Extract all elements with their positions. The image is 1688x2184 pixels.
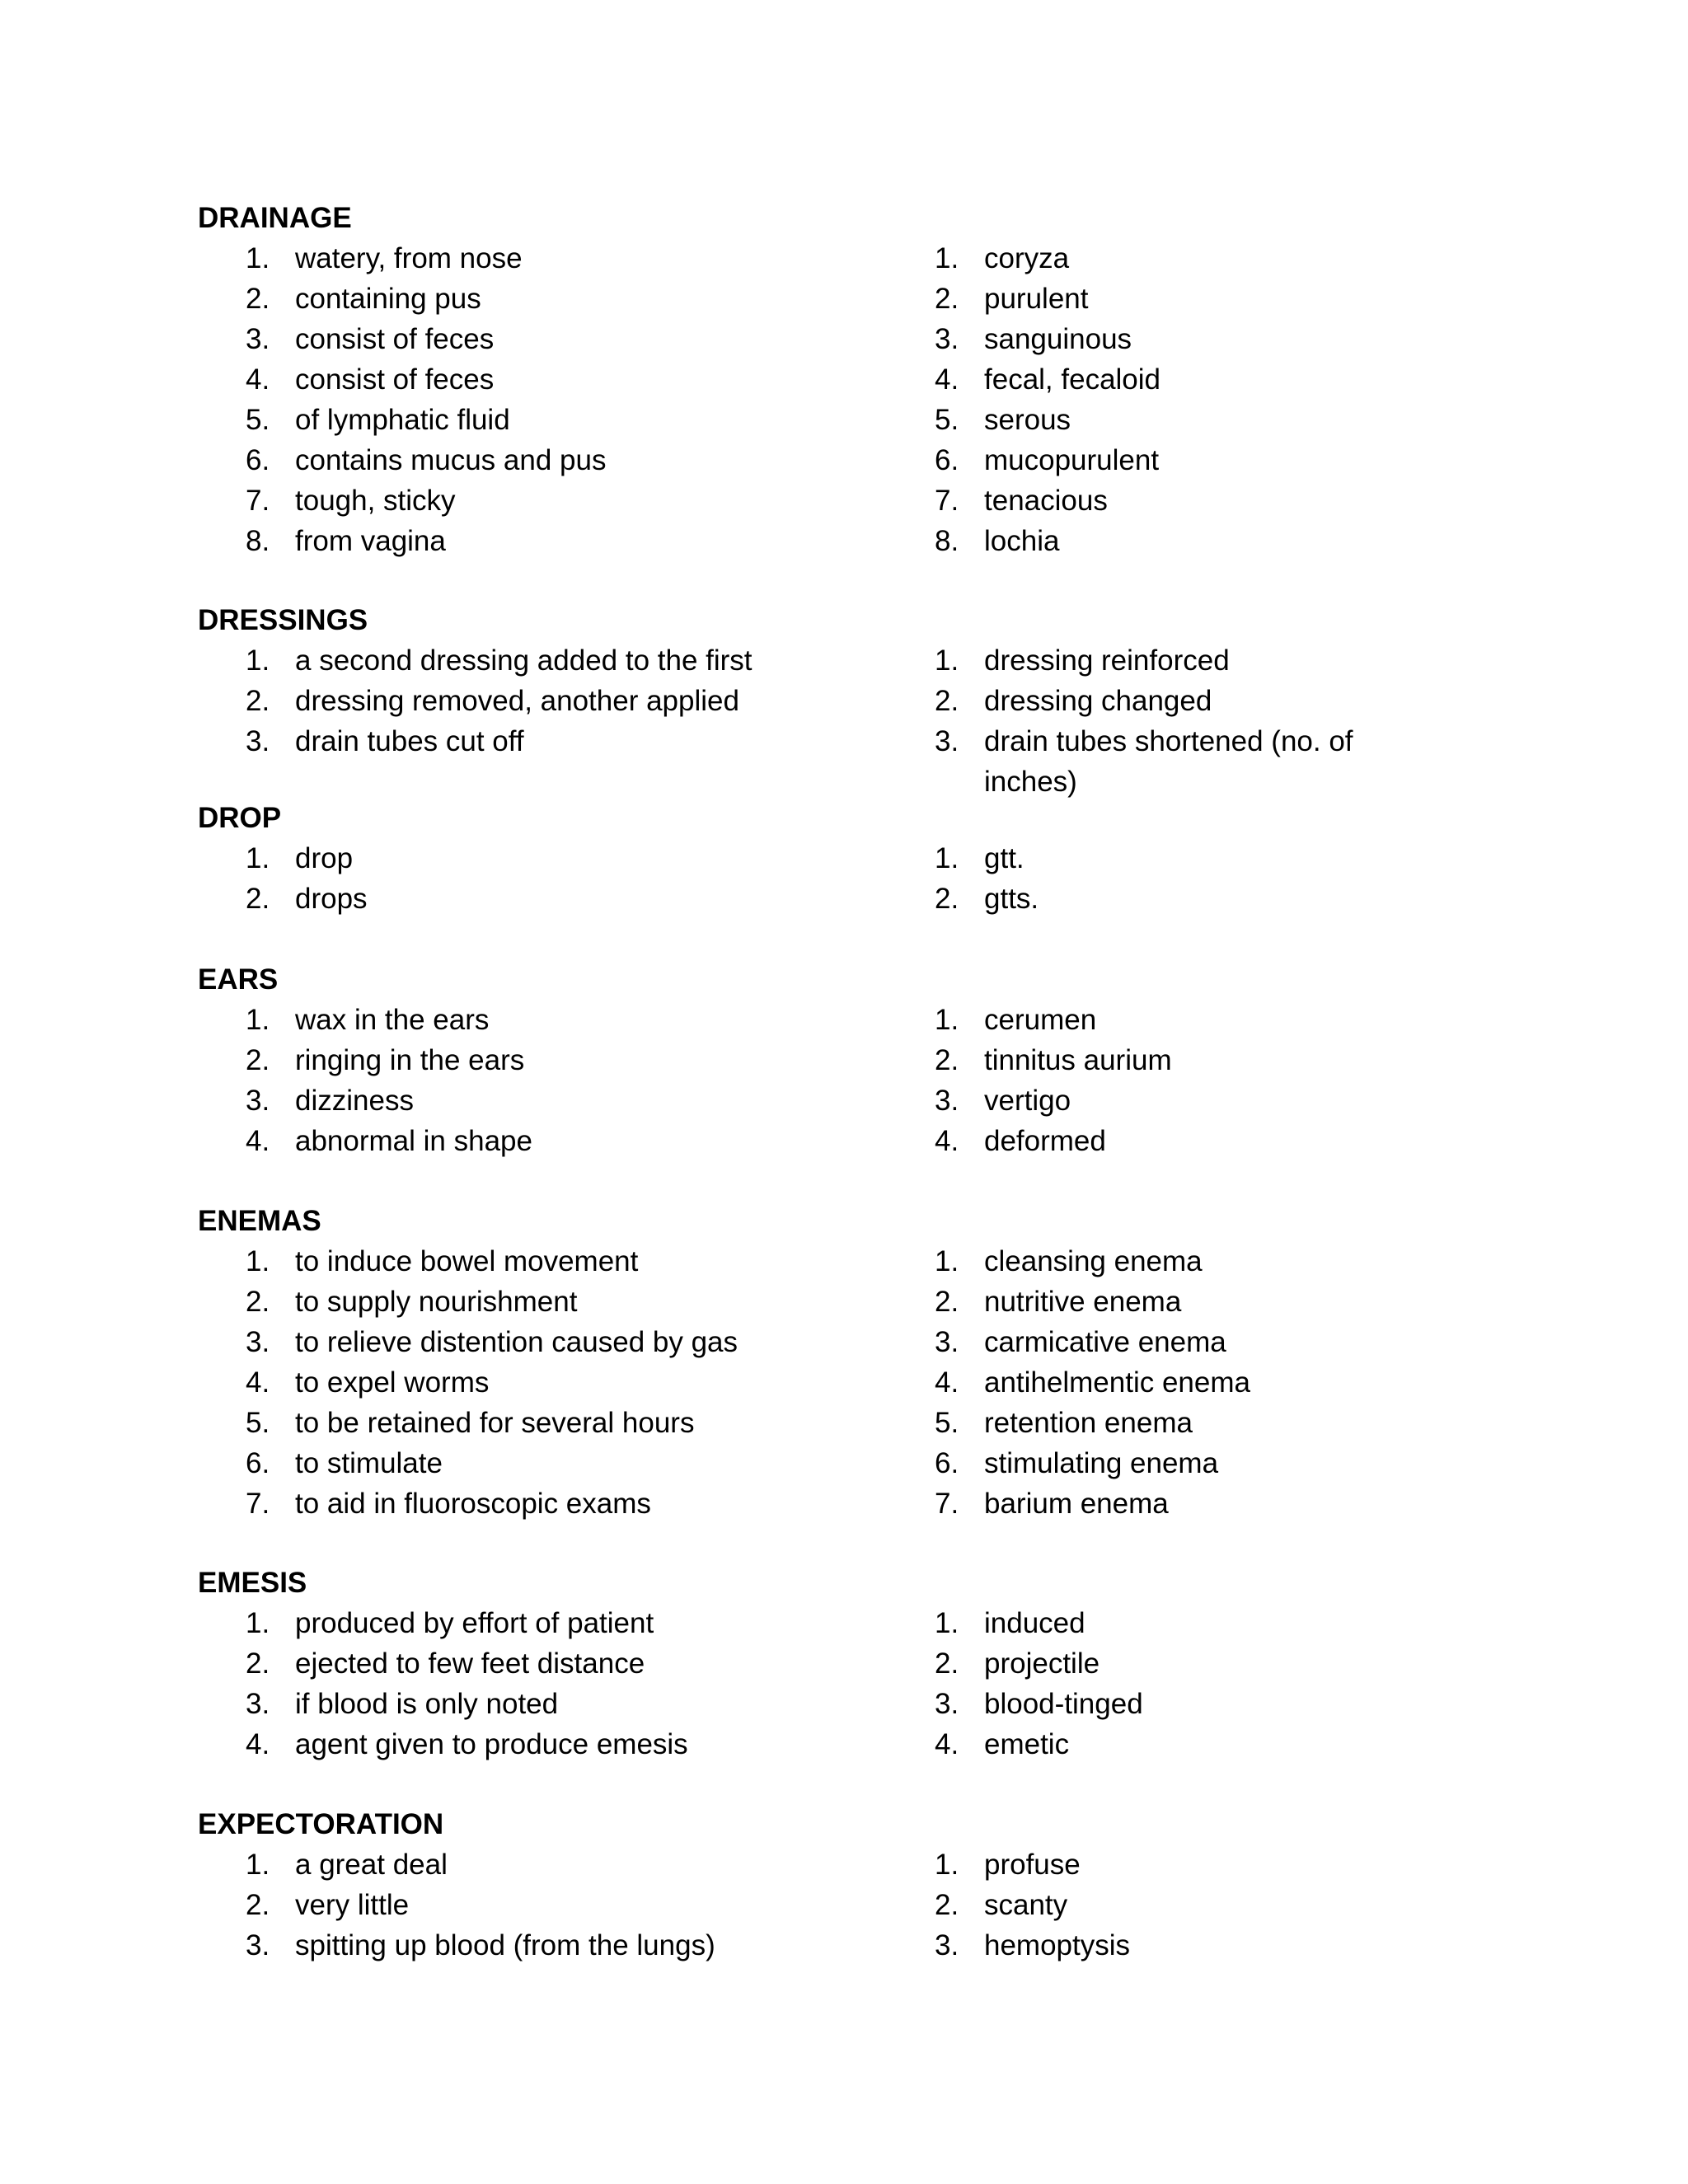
list-item [0,440,1688,480]
item-description: from vagina [295,525,446,557]
item-term: mucopurulent [984,444,1160,476]
list-item [0,721,1688,798]
list-item [0,1403,1688,1443]
item-term: scanty [984,1889,1068,1921]
item-number-left: 1. [246,1607,270,1639]
section-heading: DRAINAGE [198,202,352,234]
item-number-right: 1. [935,644,959,677]
item-number-right: 1. [935,1849,959,1881]
item-term: sanguinous [984,323,1132,355]
list-item [0,521,1688,561]
list-item [0,640,1688,681]
list-item [0,838,1688,879]
item-number-right: 2. [935,1286,959,1318]
item-term: emetic [984,1728,1070,1760]
item-description: to relieve distention caused by gas [295,1326,738,1358]
item-number-right: 1. [935,1245,959,1277]
item-number-left: 1. [246,1245,270,1277]
item-description: dressing removed, another applied [295,685,739,717]
item-description: produced by effort of patient [295,1607,654,1639]
item-term: purulent [984,283,1089,315]
item-number-left: 3. [246,1085,270,1117]
list-item [0,1443,1688,1483]
item-description: very little [295,1889,410,1921]
item-number-left: 3. [246,1326,270,1358]
item-number-left: 3. [246,725,270,757]
item-number-left: 7. [246,485,270,517]
item-number-left: 4. [246,1125,270,1157]
item-term: gtt. [984,842,1025,874]
list-item [0,1925,1688,1966]
list-item [0,1724,1688,1765]
item-number-left: 2. [246,283,270,315]
item-number-right: 1. [935,1004,959,1036]
list-item [0,1241,1688,1282]
item-number-right: 3. [935,323,959,355]
item-term: stimulating enema [984,1447,1219,1479]
item-description: abnormal in shape [295,1125,532,1157]
list-item [0,1362,1688,1403]
item-number-left: 2. [246,1647,270,1680]
item-term: cerumen [984,1004,1097,1036]
item-number-right: 1. [935,1607,959,1639]
item-description: consist of feces [295,363,495,396]
list-item [0,279,1688,319]
list-item [0,1603,1688,1643]
item-description: containing pus [295,283,481,315]
item-term: retention enema [984,1407,1193,1439]
item-description: to aid in fluoroscopic exams [295,1488,651,1520]
item-term: coryza [984,242,1070,274]
item-number-right: 1. [935,242,959,274]
item-term: tenacious [984,485,1108,517]
item-term: hemoptysis [984,1929,1131,1961]
item-description: a great deal [295,1849,448,1881]
item-number-left: 1. [246,842,270,874]
item-number-left: 4. [246,1366,270,1399]
item-description: watery, from nose [295,242,523,274]
item-term: fecal, fecaloid [984,363,1161,396]
list-item [0,359,1688,400]
item-description: ringing in the ears [295,1044,525,1076]
item-term: induced [984,1607,1085,1639]
list-item [0,319,1688,359]
item-term: lochia [984,525,1060,557]
section-heading: EARS [198,963,279,996]
item-term: gtts. [984,883,1039,915]
item-description: to be retained for several hours [295,1407,695,1439]
item-number-left: 3. [246,1688,270,1720]
item-number-left: 1. [246,644,270,677]
item-description: ejected to few feet distance [295,1647,645,1680]
list-item [0,1000,1688,1040]
item-description: drops [295,883,368,915]
item-number-right: 2. [935,1044,959,1076]
item-description: drain tubes cut off [295,725,524,757]
list-item [0,1885,1688,1925]
list-item [0,238,1688,279]
item-description: contains mucus and pus [295,444,607,476]
item-number-right: 6. [935,444,959,476]
item-term: blood-tinged [984,1688,1143,1720]
item-description: to supply nourishment [295,1286,578,1318]
item-number-right: 7. [935,1488,959,1520]
item-number-right: 2. [935,1889,959,1921]
item-number-right: 5. [935,404,959,436]
list-item [0,879,1688,919]
item-term: deformed [984,1125,1106,1157]
section-heading: EXPECTORATION [198,1808,444,1840]
item-number-left: 3. [246,1929,270,1961]
item-number-right: 4. [935,363,959,396]
list-item [0,1643,1688,1684]
item-number-left: 8. [246,525,270,557]
item-number-left: 7. [246,1488,270,1520]
item-term: dressing reinforced [984,644,1230,677]
section-heading: DROP [198,802,282,834]
item-term: antihelmentic enema [984,1366,1250,1399]
item-description: consist of feces [295,323,495,355]
item-number-right: 4. [935,1366,959,1399]
item-number-left: 1. [246,242,270,274]
item-term: vertigo [984,1085,1071,1117]
item-description: wax in the ears [295,1004,490,1036]
list-item [0,1040,1688,1080]
item-number-left: 4. [246,363,270,396]
item-description: tough, sticky [295,485,456,517]
list-item [0,480,1688,521]
item-term: dressing changed [984,685,1212,717]
section-heading: ENEMAS [198,1205,321,1237]
item-term: profuse [984,1849,1081,1881]
item-description: a second dressing added to the first [295,644,753,677]
item-description: to stimulate [295,1447,443,1479]
item-number-right: 8. [935,525,959,557]
item-number-left: 2. [246,1889,270,1921]
item-term: projectile [984,1647,1100,1680]
item-number-left: 2. [246,883,270,915]
item-number-right: 2. [935,685,959,717]
item-description: dizziness [295,1085,414,1117]
item-description: drop [295,842,354,874]
item-term: cleansing enema [984,1245,1203,1277]
item-description: spitting up blood (from the lungs) [295,1929,715,1961]
item-term: drain tubes shortened (no. of inches) [984,725,1353,798]
list-item [0,1080,1688,1121]
item-number-left: 4. [246,1728,270,1760]
item-term: nutritive enema [984,1286,1182,1318]
item-number-left: 2. [246,685,270,717]
item-number-right: 3. [935,1688,959,1720]
item-number-right: 4. [935,1125,959,1157]
item-number-left: 6. [246,1447,270,1479]
item-number-right: 3. [935,725,959,757]
item-term: tinnitus aurium [984,1044,1172,1076]
list-item [0,1483,1688,1524]
item-number-right: 3. [935,1085,959,1117]
item-number-left: 3. [246,323,270,355]
item-number-right: 2. [935,283,959,315]
item-number-right: 3. [935,1326,959,1358]
item-term: serous [984,404,1071,436]
item-number-right: 3. [935,1929,959,1961]
list-item [0,400,1688,440]
list-item [0,1282,1688,1322]
item-number-left: 1. [246,1849,270,1881]
item-number-left: 5. [246,1407,270,1439]
item-description: agent given to produce emesis [295,1728,688,1760]
item-number-right: 2. [935,1647,959,1680]
item-number-right: 4. [935,1728,959,1760]
item-number-right: 7. [935,485,959,517]
item-number-left: 2. [246,1286,270,1318]
section-heading: EMESIS [198,1567,307,1599]
item-description: to expel worms [295,1366,490,1399]
item-number-right: 5. [935,1407,959,1439]
item-number-right: 1. [935,842,959,874]
item-number-left: 5. [246,404,270,436]
item-term: barium enema [984,1488,1169,1520]
item-number-right: 2. [935,883,959,915]
item-description: to induce bowel movement [295,1245,639,1277]
item-number-left: 2. [246,1044,270,1076]
list-item [0,1322,1688,1362]
item-description: if blood is only noted [295,1688,559,1720]
item-number-right: 6. [935,1447,959,1479]
item-number-left: 6. [246,444,270,476]
list-item [0,1844,1688,1885]
item-description: of lymphatic fluid [295,404,510,436]
item-number-left: 1. [246,1004,270,1036]
list-item [0,1121,1688,1161]
section-heading: DRESSINGS [198,604,368,636]
item-term: carmicative enema [984,1326,1226,1358]
list-item [0,1684,1688,1724]
list-item [0,681,1688,721]
